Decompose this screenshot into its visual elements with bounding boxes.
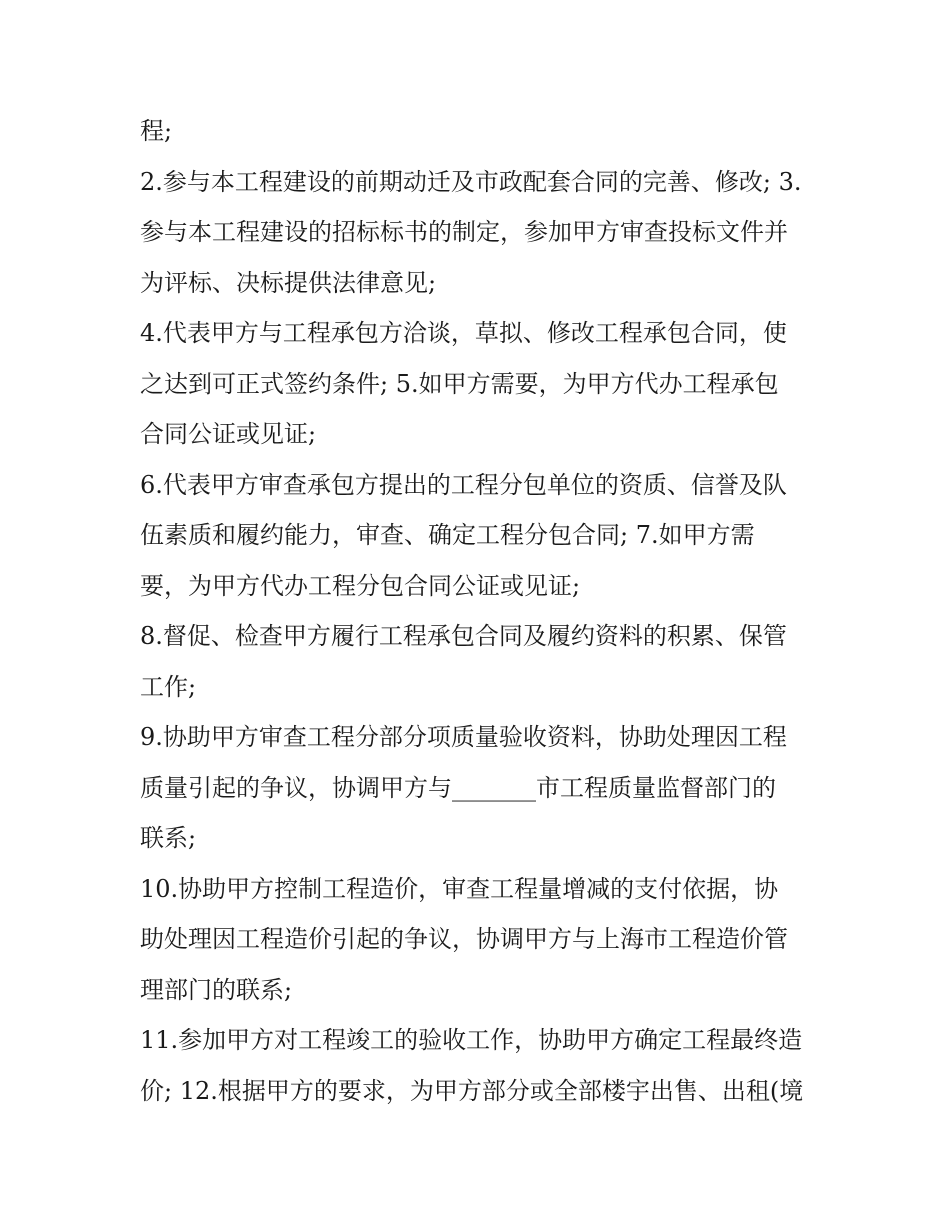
text-line: 6.代表甲方审查承包方提出的工程分包单位的资质、信誉及队: [140, 470, 787, 499]
text-line: 参与本工程建设的招标标书的制定，参加甲方审查投标文件并: [140, 218, 788, 246]
text-line: 2.参与本工程建设的前期动迁及市政配套合同的完善、修改; 3.: [140, 167, 802, 196]
text-line: 为评标、决标提供法律意见;: [140, 268, 437, 297]
text-line: 合同公证或见证;: [140, 420, 317, 448]
text-line: 8.督促、检查甲方履行工程承包合同及履约资料的积累、保管: [140, 622, 787, 650]
text-line: 10.协助甲方控制工程造价，审查工程量增减的支付依据，协: [140, 874, 779, 903]
text-line: 4.代表甲方与工程承包方洽谈，草拟、修改工程承包合同，使: [140, 319, 787, 347]
contract-text-body: [140, 106, 820, 1116]
text-line: 程;: [140, 117, 173, 145]
text-line: 要，为甲方代办工程分包合同公证或见证;: [140, 571, 581, 600]
text-line: 联系;: [140, 824, 197, 852]
text-line: 工作;: [140, 672, 197, 701]
text-line: 9.协助甲方审查工程分部分项质量验收资料，协助处理因工程: [140, 723, 787, 751]
text-line: 价; 12.根据甲方的要求，为甲方部分或全部楼宇出售、出租(境: [140, 1076, 804, 1105]
text-line: 之达到可正式签约条件; 5.如甲方需要，为甲方代办工程承包: [140, 369, 779, 398]
text-line: 11.参加甲方对工程竣工的验收工作，协助甲方确定工程最终造: [140, 1026, 803, 1054]
text-line: 伍素质和履约能力，审查、确定工程分包合同; 7.如甲方需: [140, 521, 755, 549]
text-line: 质量引起的争议，协调甲方与_______市工程质量监督部门的: [140, 773, 776, 802]
text-line: 助处理因工程造价引起的争议，协调甲方与上海市工程造价管: [140, 925, 788, 953]
text-line: 理部门的联系;: [140, 975, 293, 1004]
